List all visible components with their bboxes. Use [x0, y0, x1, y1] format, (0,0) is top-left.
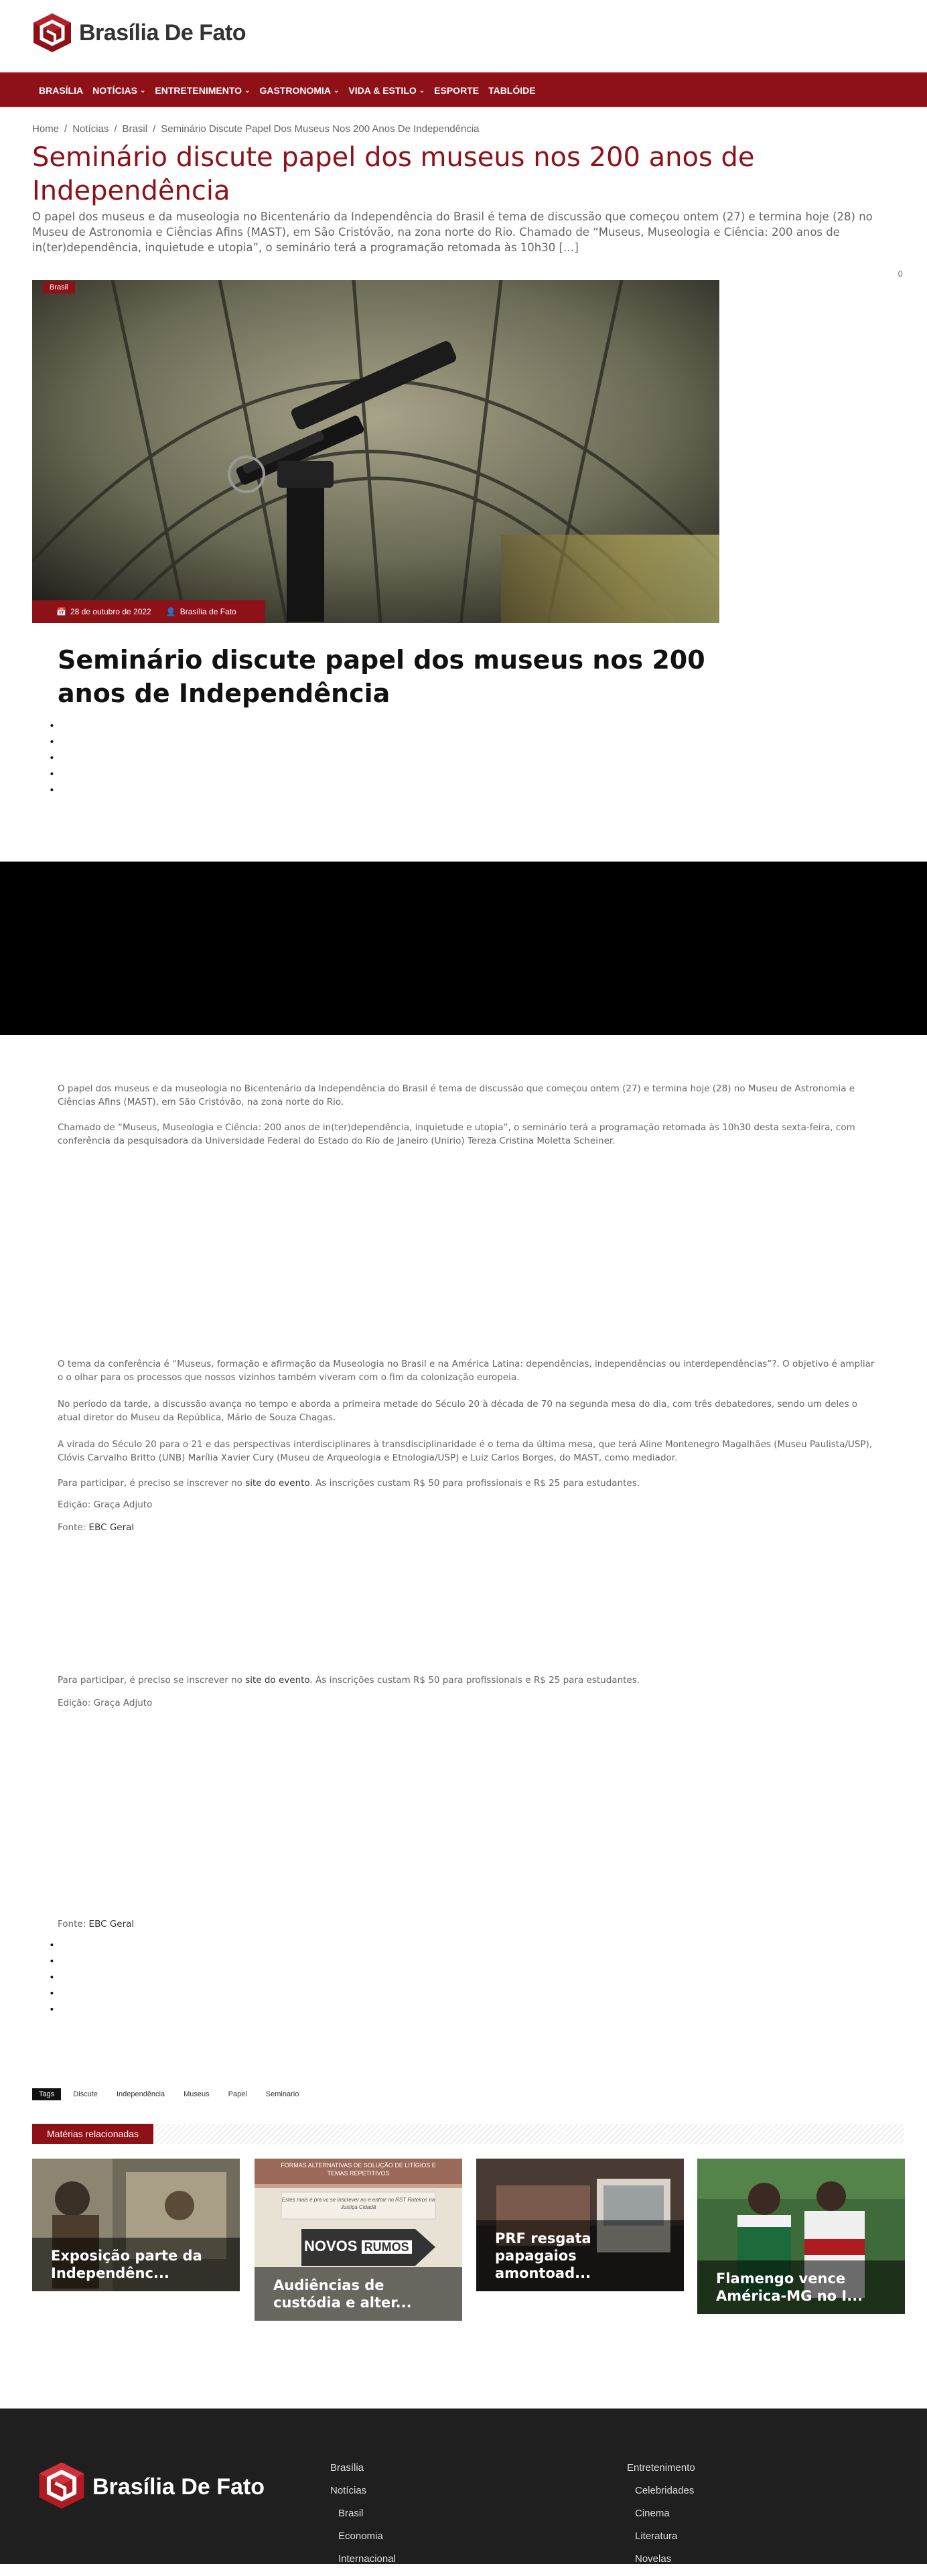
- nav-item-esporte[interactable]: [434, 85, 479, 96]
- footer-link[interactable]: Cinema: [635, 2508, 670, 2519]
- breadcrumb-brasil[interactable]: Brasil: [122, 123, 148, 135]
- text: Fonte:: [58, 1522, 89, 1533]
- image-text: FORMAS ALTERNATIVAS DE SOLUÇÃO DE LITÍGIOS E TEMAS REPETITIVOS: [281, 2162, 436, 2177]
- post-date: [56, 607, 151, 616]
- tag-item[interactable]: Discute: [73, 2090, 98, 2098]
- site-header: [0, 0, 927, 72]
- footer-link[interactable]: Brasil: [338, 2508, 364, 2519]
- nav-item-tabloide[interactable]: [488, 85, 536, 96]
- source-link[interactable]: EBC Geral: [88, 1522, 135, 1533]
- footer-logo[interactable]: [38, 2461, 265, 2513]
- category-badge[interactable]: Brasil: [43, 281, 75, 293]
- chevron-down-icon: ⌄: [334, 86, 340, 94]
- paragraph: O tema da conferência é “Museus, formação e afirmação da Museologia no Brasil e na América Latina: dependências, independências ou interdependências”?. O objetivo é ampliar o o olhar para os processos que nossos vizinhos também viveram com o fim da colonização europeia.: [58, 1359, 875, 1383]
- related-label: Matérias relacionadas: [32, 2124, 153, 2144]
- tags-label: Tags: [32, 2088, 61, 2100]
- related-card[interactable]: [697, 2159, 905, 2314]
- ad-banner: [0, 862, 927, 1035]
- text: Para participar, é preciso se inscrever no: [58, 1478, 246, 1489]
- related-title: Exposição parte da Independênc...: [32, 2238, 240, 2291]
- text: NOVOS: [304, 2238, 358, 2254]
- comment-count[interactable]: 0: [898, 269, 903, 279]
- footer-link[interactable]: Literatura: [635, 2530, 678, 2542]
- paragraph: [58, 1674, 881, 1687]
- paragraph: Chamado de “Museus, Museologia e Ciência: 200 anos de in(ter)dependência, inquietude e utopia”, o seminário terá a programação retomada às 10h30 desta sexta-feira, com conferência da pesquisadora da Universidade Federal do Estado do Rio de Janeiro (Unirio) Tereza Cristina Moletta Scheiner.: [58, 1122, 855, 1146]
- telescope-illustration: [32, 280, 719, 623]
- main-navbar: [0, 72, 927, 107]
- image-text: [304, 2238, 412, 2255]
- paragraph: A virada do Século 20 para o 21 e das perspectivas interdisciplinares à transdisciplinaridade é o tema da última mesa, que terá Aline Montenegro Magalhães (Museu Paulista/USP), Clóvis Carvalho Britto (UNB) Marília Xavier Cury (Museu de Arqueologia e Etnologia/USP) e Luiz Carlos Borges, do MAST, como mediador.: [58, 1439, 873, 1463]
- nav-item-gastronomia[interactable]: [259, 85, 339, 96]
- related-card[interactable]: [32, 2159, 240, 2291]
- breadcrumb-separator: /: [153, 123, 156, 135]
- text: RUMOS: [362, 2240, 412, 2254]
- nav-item-entretenimento[interactable]: [155, 85, 250, 96]
- nav-label: GASTRONOMIA: [259, 85, 331, 96]
- text: . As inscrições custam R$ 50 para profissionais e R$ 25 para estudantes.: [309, 1675, 640, 1686]
- footer-link[interactable]: Celebridades: [635, 2485, 695, 2496]
- text: Fonte:: [58, 1919, 89, 1929]
- event-site-link[interactable]: site do evento: [245, 1478, 310, 1489]
- user-icon: 👤: [165, 607, 176, 616]
- edition: Edição: Graça Adjuto: [58, 1698, 153, 1708]
- nav-label: BRASÍLIA: [39, 85, 84, 96]
- footer-column: [627, 2462, 695, 2576]
- breadcrumb-noticias[interactable]: Notícias: [72, 123, 109, 135]
- breadcrumb-separator: /: [64, 123, 68, 135]
- edition: Edição: Graça Adjuto: [58, 1499, 153, 1510]
- author-label: Brasília de Fato: [180, 607, 236, 616]
- footer-logo-text: Brasília De Fato: [92, 2473, 265, 2500]
- tag-item[interactable]: Papel: [228, 2090, 247, 2098]
- nav-label: ENTRETENIMENTO: [155, 85, 242, 96]
- related-title: PRF resgata papagaios amontoad...: [476, 2220, 684, 2291]
- nav-item-brasilia[interactable]: [39, 85, 83, 96]
- site-footer: [0, 2409, 927, 2564]
- logo-mark-icon: [38, 2461, 86, 2513]
- breadcrumb-home[interactable]: Home: [32, 123, 60, 135]
- related-card[interactable]: [255, 2159, 462, 2321]
- text: Para participar, é preciso se inscrever no: [58, 1675, 246, 1686]
- hero-image: [32, 280, 719, 623]
- source: [58, 1917, 881, 1931]
- nav-item-vida-estilo[interactable]: [348, 85, 425, 96]
- footer-column: [330, 2462, 396, 2576]
- tag-item[interactable]: Independência: [116, 2090, 165, 2098]
- breadcrumb-separator: /: [114, 123, 117, 135]
- footer-link[interactable]: Entretenimento: [627, 2462, 695, 2473]
- site-logo[interactable]: [32, 12, 246, 54]
- article-title: Seminário discute papel dos museus nos 200 anos de Independência: [58, 645, 705, 708]
- calendar-icon: 📅: [56, 607, 66, 616]
- paragraph: [58, 1477, 881, 1490]
- related-title: Flamengo vence América-MG no I...: [697, 2260, 905, 2314]
- post-author[interactable]: [166, 607, 236, 616]
- nav-label: TABLÓIDE: [488, 85, 536, 96]
- date-label: 28 de outubro de 2022: [70, 607, 151, 616]
- footer-link[interactable]: Novelas: [635, 2553, 672, 2565]
- related-header: [32, 2124, 904, 2144]
- nav-label: ESPORTE: [434, 85, 480, 96]
- footer-link[interactable]: Notícias: [330, 2485, 367, 2496]
- nav-label: VIDA & ESTILO: [348, 85, 417, 96]
- logo-mark-icon: [32, 12, 72, 54]
- logo-text: Brasília De Fato: [79, 19, 246, 46]
- image-text: Estes mais é pra vc se inscrever no e entrar no RST Roteiros na Justiça Cidadã: [281, 2197, 435, 2210]
- breadcrumb-current: Seminário Discute Papel Dos Museus Nos 200 Anos De Independência: [161, 123, 480, 135]
- tag-item[interactable]: Museus: [184, 2090, 210, 2098]
- footer-link[interactable]: Internacional: [338, 2553, 396, 2565]
- chevron-down-icon: ⌄: [419, 86, 425, 94]
- chevron-down-icon: ⌄: [244, 86, 251, 94]
- event-site-link[interactable]: site do evento: [245, 1675, 310, 1686]
- paragraph: O papel dos museus e da museologia no Bicentenário da Independência do Brasil é tema de discussão que começou ontem (27) e termina hoje (28) no Museu de Astronomia e Ciências Afins (MAST), em São Cristóvão, na zona norte do Rio.: [58, 1083, 855, 1107]
- nav-label: NOTÍCIAS: [92, 85, 138, 96]
- source: [58, 1521, 881, 1534]
- chevron-down-icon: ⌄: [140, 86, 146, 94]
- footer-link[interactable]: Brasília: [330, 2462, 364, 2473]
- related-title: Audiências de custódia e alter...: [255, 2267, 462, 2321]
- footer-link[interactable]: Economia: [338, 2530, 383, 2542]
- breadcrumb: [32, 123, 480, 135]
- main-nav: [39, 74, 536, 107]
- nav-item-noticias[interactable]: [92, 85, 145, 96]
- paragraph: No período da tarde, a discussão avança no tempo e aborda a primeira metade do Século 20 à década de 70 na segunda mesa do dia, com três debatedores, sendo um deles o atual diretor do Museu da República, Mário de Souza Chagas.: [58, 1399, 858, 1423]
- post-meta: [32, 600, 265, 623]
- source-link[interactable]: EBC Geral: [88, 1919, 135, 1929]
- tag-item[interactable]: Seminario: [265, 2090, 299, 2098]
- text: . As inscrições custam R$ 50 para profissionais e R$ 25 para estudantes.: [309, 1478, 640, 1489]
- page-title: Seminário discute papel dos museus nos 200 anos de Independência: [32, 142, 755, 206]
- tag-list: [32, 2088, 305, 2100]
- related-card[interactable]: [476, 2159, 684, 2291]
- article-lead: O papel dos museus e da museologia no Bicentenário da Independência do Brasil é tema de discussão que começou ontem (27) e termina hoje (28) no Museu de Astronomia e Ciências Afins (MAST), em São Cristóvão, na zona norte do Rio. Chamado de “Museus, Museologia e Ciência: 200 anos de in(ter)dependência, inquietude e utopia”, o seminário terá a programação retomada às 10h30 […]: [32, 210, 873, 254]
